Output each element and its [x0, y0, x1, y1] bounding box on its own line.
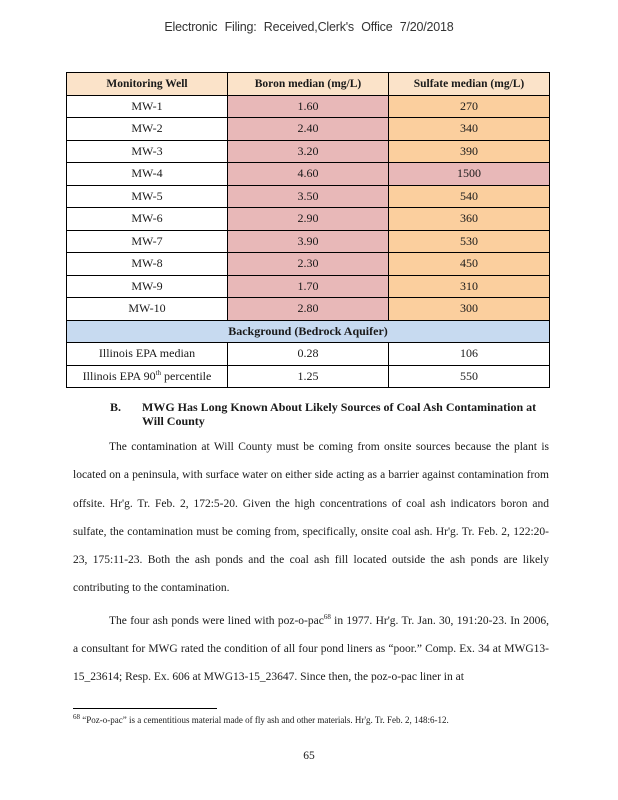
well-cell: MW-5 — [67, 185, 228, 208]
well-cell: MW-4 — [67, 163, 228, 186]
boron-cell: 2.80 — [228, 298, 389, 321]
paragraph-contamination-source: The contamination at Will County must be coming from onsite sources because the plant is located on a peninsula, with surface water on either side acting as a barrier against contamination from offsite. Hr'g. Tr. Feb. 2, 172:5-20. Given the high concentrations of coal ash indicators boron and sulfate, the contamination must be coming from, specifically, onsite coal ash. Hr'g. Tr. Feb. 2, 122:20-23, 175:11-23. Both the ash ponds and the coal ash fill located outside the ash ponds are likely contributing to the contamination. — [73, 441, 549, 595]
boron-cell: 2.90 — [228, 208, 389, 231]
filing-header: Electronic Filing: Received,Clerk's Office 7/20/2018 — [164, 20, 454, 34]
well-cell: MW-8 — [67, 253, 228, 276]
sulfate-cell: 390 — [389, 140, 550, 163]
background-label-cell — [67, 365, 228, 388]
sulfate-cell: 270 — [389, 95, 550, 118]
background-sulfate-cell: 106 — [389, 343, 550, 366]
paragraph-ash-ponds — [73, 603, 549, 692]
table-row — [67, 118, 550, 141]
boron-cell: 3.50 — [228, 185, 389, 208]
label-pre: Illinois EPA 90 — [82, 368, 156, 383]
table-row — [67, 185, 550, 208]
sulfate-cell: 1500 — [389, 163, 550, 186]
well-cell: MW-9 — [67, 275, 228, 298]
section-letter: B. — [110, 400, 122, 414]
sulfate-cell: 310 — [389, 275, 550, 298]
well-cell: MW-10 — [67, 298, 228, 321]
page-number: 65 — [303, 750, 315, 762]
footnote-divider — [73, 708, 217, 709]
table-row — [67, 140, 550, 163]
well-cell: MW-3 — [67, 140, 228, 163]
boron-cell: 3.90 — [228, 230, 389, 253]
table-row — [67, 208, 550, 231]
background-section-row — [67, 320, 550, 343]
well-cell: MW-1 — [67, 95, 228, 118]
boron-cell: 4.60 — [228, 163, 389, 186]
sulfate-cell: 360 — [389, 208, 550, 231]
table-row — [67, 230, 550, 253]
header-sulfate-median: Sulfate median (mg/L) — [389, 73, 550, 96]
well-cell: MW-6 — [67, 208, 228, 231]
p2-text-post: in 1977. Hr'g. Tr. Jan. 30, 191:20-23. In 2006, a consultant for MWG rated the condition of all four pond liners as “poor.” Comp. Ex. 34 at MWG13-15_23614; Resp. Ex. 606 at MWG13-15_23647. Since then, the poz-o-pac liner in at — [73, 614, 549, 684]
boron-cell: 1.60 — [228, 95, 389, 118]
table-row — [67, 275, 550, 298]
sulfate-cell: 300 — [389, 298, 550, 321]
background-label-cell: Illinois EPA median — [67, 343, 228, 366]
sulfate-cell: 530 — [389, 230, 550, 253]
footnote-text: “Poz-o-pac” is a cementitious material made of fly ash and other materials. Hr'g. Tr. Feb. 2, 148:6-12. — [80, 715, 449, 725]
header-boron-median: Boron median (mg/L) — [228, 73, 389, 96]
footnote — [73, 713, 549, 725]
boron-cell: 3.20 — [228, 140, 389, 163]
header-monitoring-well: Monitoring Well — [67, 73, 228, 96]
table-row — [67, 163, 550, 186]
footnote-number: 68 — [73, 713, 80, 721]
background-sulfate-cell: 550 — [389, 365, 550, 388]
monitoring-well-table — [66, 72, 550, 388]
boron-cell: 2.40 — [228, 118, 389, 141]
background-label: Background (Bedrock Aquifer) — [67, 320, 550, 343]
footnote-ref[interactable]: 68 — [323, 613, 331, 621]
table-row — [67, 253, 550, 276]
label-post: percentile — [161, 368, 212, 383]
well-cell: MW-7 — [67, 230, 228, 253]
boron-cell: 1.70 — [228, 275, 389, 298]
boron-cell: 2.30 — [228, 253, 389, 276]
background-boron-cell: 1.25 — [228, 365, 389, 388]
label-sup: th — [155, 368, 162, 377]
table-row — [67, 298, 550, 321]
background-boron-cell: 0.28 — [228, 343, 389, 366]
table-header-row — [67, 73, 550, 96]
section-title: MWG Has Long Known About Likely Sources of Coal Ash Contamination at Will County — [142, 400, 537, 428]
p2-text-pre: The four ash ponds were lined with poz-o-pac — [109, 614, 324, 627]
sulfate-cell: 340 — [389, 118, 550, 141]
sulfate-cell: 540 — [389, 185, 550, 208]
well-cell: MW-2 — [67, 118, 228, 141]
table-row — [67, 95, 550, 118]
table-row — [67, 343, 550, 366]
table-row — [67, 365, 550, 388]
sulfate-cell: 450 — [389, 253, 550, 276]
